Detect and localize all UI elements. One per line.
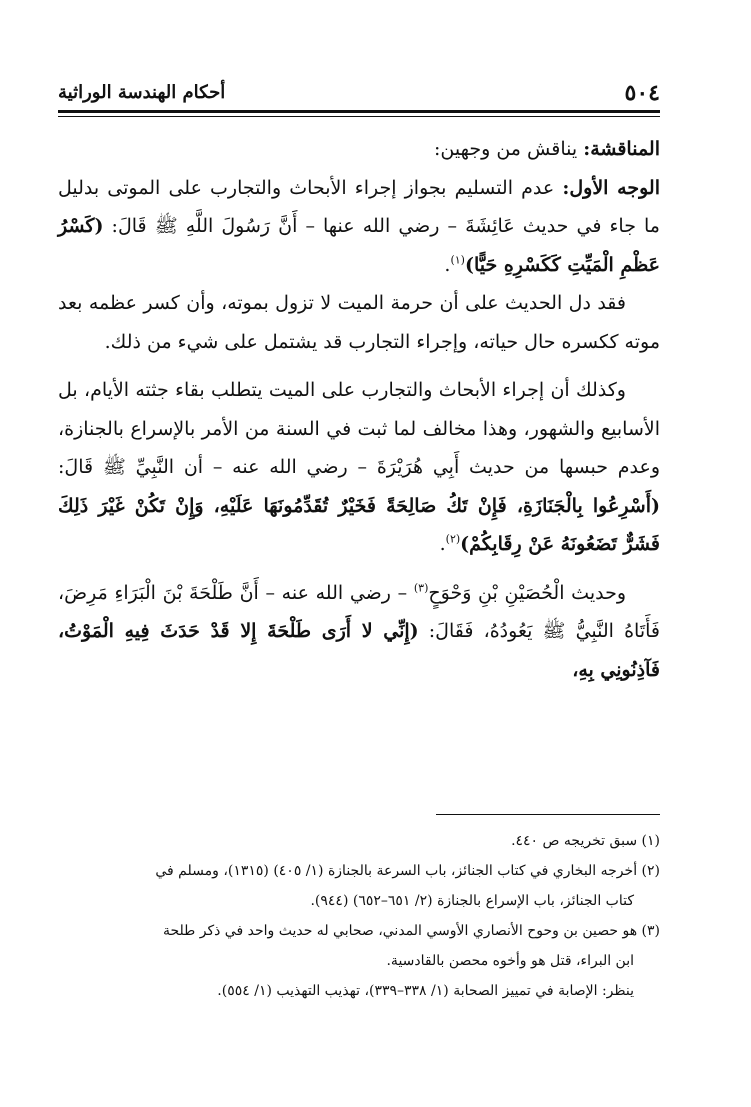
discussion-label: المناقشة: (583, 138, 660, 160)
header-rule-thick (58, 110, 660, 113)
footnote-3-line-2: ابن البراء، قتل هو وأخوه محصن بالقادسية. (386, 953, 634, 969)
header-rule-thin (58, 116, 660, 117)
page-header (58, 78, 660, 112)
footnote-ref-3: (٣) (413, 581, 429, 595)
hastening-text: وكذلك أن إجراء الأبحاث والتجارب على الميت يتطلب بقاء جثته الأيام، بل الأسابيع والشهور، وهذا مخالف لما ثبت في السنة من الأمر بالإسراع بالجنازة، وعدم حبسها من حديث أَبِي هُرَيْرَةَ – رضي الله عنه – أن النَّبِيِّ ﷺ قَالَ: (58, 379, 660, 478)
paragraph-first-aspect (58, 169, 660, 285)
paragraph-hastening (58, 371, 660, 564)
footnote-3-line-3: ينظر: الإصابة في تمييز الصحابة (١/ ٣٣٨–٣٣٩)، تهذيب التهذيب (١/ ٥٥٤). (217, 983, 634, 999)
husayn-text-a: وحديث الْحُصَيْنِ بْنِ وَحْوَحٍ (428, 581, 627, 604)
running-title: أحكام الهندسة الوراثية (58, 82, 226, 103)
footnote-ref-2: (٢) (445, 532, 461, 546)
footnote-1: (١) سبق تخريجه ص ٤٤٠. (511, 833, 660, 849)
hastening-end: . (439, 533, 446, 555)
paragraph-husayn (58, 574, 660, 690)
main-text (58, 130, 660, 689)
discussion-text: يناقش من وجهين: (434, 138, 584, 160)
paragraph-discussion (58, 130, 660, 169)
footnote-separator (436, 814, 660, 815)
hadith-abu-hurayra: (أَسْرِعُوا بِالْجَنَازَةِ، فَإِنْ تَكُ صَالِحَةً فَخَيْرٌ تُقَدِّمُونَهَا عَلَيْهِ، وَإِنْ تَكُنْ غَيْرَ ذَلِكَ فَشَرٌّ تَضَعُونَهُ عَنْ رِقَابِكُمْ) (58, 494, 660, 555)
footnote-3-line-1: (٣) هو حصين بن وحوح الأنصاري الأوسي المدني، صحابي له حديث واحد في ذكر طلحة (162, 923, 660, 939)
hadith-talha: (إِنِّي لا أَرَى طَلْحَةَ إِلا قَدْ حَدَثَ فِيهِ الْمَوْتُ، فَآذِنُونِي بِهِ، (58, 620, 660, 681)
paragraph-evidence (58, 284, 660, 361)
footnote-2-line-1: (٢) أخرجه البخاري في كتاب الجنائز، باب السرعة بالجنازة (١/ ٤٠٥) (١٣١٥)، ومسلم في (155, 863, 660, 879)
first-aspect-text: عدم التسليم بجواز إجراء الأبحاث والتجارب على الموتى بدليل ما جاء في حديث عَائِشَةَ – رضي الله عنها – أَنَّ رَسُولَ اللَّهِ ﷺ قَالَ: (58, 176, 660, 237)
hadith-aisha: (كَسْرُ عَظْمِ الْمَيِّتِ كَكَسْرِهِ حَيًّا) (58, 215, 660, 276)
footnote-2-line-2: كتاب الجنائز، باب الإسراع بالجنازة (٢/ ٦٥١–٦٥٢) (٩٤٤). (310, 893, 634, 909)
first-aspect-end: . (444, 253, 451, 276)
footnote-ref-1: (١) (450, 253, 465, 267)
first-aspect-label: الوجه الأول: (562, 176, 660, 199)
evidence-text: فقد دل الحديث على أن حرمة الميت لا تزول بموته، وأن كسر عظمه بعد موته ككسره حال حياته، وإجراء التجارب قد يشتمل على شيء من ذلك. (58, 292, 660, 353)
husayn-text-b: – رضي الله عنه – أَنَّ طَلْحَةَ بْنَ الْبَرَاءِ مَرِضَ، فَأَتَاهُ النَّبِيُّ ﷺ يَعُودُهُ، فَقَالَ: (58, 581, 660, 642)
footnotes (58, 826, 660, 1006)
page-number: ٥٠٤ (624, 80, 660, 106)
